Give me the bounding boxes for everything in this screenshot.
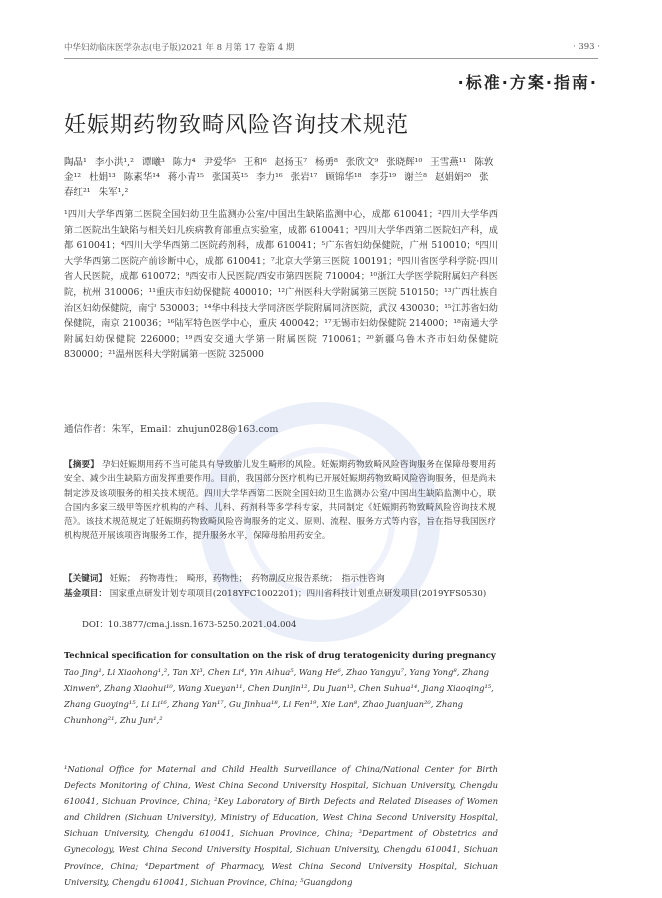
keywords-label: 【关键词】 xyxy=(64,574,107,584)
english-affiliations: ¹National Office for Maternal and Child Health Surveillance of China/National Center for Birth Defects Monitoring of China, West China Second University Hospital, Sichuan University, Chengdu 610041, Sichuan Province, China; ²Key Laboratory of Birth Defects and Related Diseases of Women and Children (Sichuan University), Ministry of Education, West China Second University Hospital, Sichuan University, Chengdu 610041, Sichuan Province, China; ³Department of Obstetrics and Gynecology, West China Second University Hospital, Sichuan University, Chengdu 610041, Sichuan Province, China; ⁴Department of Pharmacy, West China Second University Hospital, Sichuan University, Chengdu 610041, Sichuan Province, China; ⁵Guangdong xyxy=(64,764,498,887)
chinese-author-list xyxy=(64,155,494,200)
doi: DOI：10.3877/cma.j.issn.1673-5250.2021.04.004 xyxy=(82,620,297,630)
chinese-author-name: 张欣文⁹ xyxy=(345,157,379,168)
chinese-author-name: 陈力⁴ xyxy=(172,157,196,168)
funding-label: 基金项目： xyxy=(64,589,107,599)
chinese-author-name: 陶晶¹ xyxy=(64,157,87,168)
keywords xyxy=(64,572,496,584)
chinese-author-name: 谭曦³ xyxy=(141,157,165,168)
chinese-author-name: 李小洪¹,² xyxy=(94,157,134,168)
chinese-author-name: 杨勇⁸ xyxy=(315,157,338,168)
chinese-affiliations: ¹四川大学华西第二医院全国妇幼卫生监测办公室/中国出生缺陷监测中心，成都 610041；²四川大学华西第二医院出生缺陷与相关妇儿疾病教育部重点实验室，成都 610041；³四川大学华西第二医院妇产科，成都 610041；⁴四川大学华西第二医院药剂科，成都 610041；⁵广东省妇幼保健院，广州 510010；⁶四川大学华西第二医院产前诊断中心，成都 610041；⁷北京大学第三医院 100191；⁸四川省医学科学院·四川省人民医院，成都 610072；⁹西安市人民医院/西安市第四医院 710004；¹⁰浙江大学医学院附属妇产科医院，杭州 310006；¹¹重庆市妇幼保健院 400010；¹²广州医科大学附属第三医院 510150；¹³广西壮族自治区妇幼保健院，南宁 530003；¹⁴华中科技大学同济医学院附属同济医院，武汉 430030；¹⁵江苏省妇幼保健院，南京 210036；¹⁶陆军特色医学中心，重庆 400042；¹⁷无锡市妇幼保健院 214000；¹⁸南通大学附属妇幼保健院 226000；¹⁹西安交通大学第一附属医院 710061；²⁰新疆乌鲁木齐市妇幼保健院 830000；²¹温州医科大学附属第一医院 325000 xyxy=(64,209,498,361)
funding-text: 国家重点研发计划专项项目(2018YFC1002201)；四川省科技计划重点研发项目(2019YFS0530) xyxy=(109,589,487,599)
corresponding-author: 通信作者：朱军，Email：zhujun028@163.com xyxy=(64,424,279,435)
page-number: · 393 · xyxy=(572,42,600,52)
chinese-author-name: 尹爱华⁵ xyxy=(203,157,236,168)
chinese-author-name: 顾锦华¹⁸ xyxy=(325,172,362,183)
chinese-author-name: 谢兰⁸ xyxy=(404,172,427,183)
chinese-author-name: 赵娟娟²⁰ xyxy=(434,172,472,183)
chinese-author-name: 王雪燕¹¹ xyxy=(430,157,467,168)
header-rule xyxy=(64,58,598,59)
abstract xyxy=(64,458,496,544)
chinese-author-name: 陈素华¹⁴ xyxy=(123,172,160,183)
chinese-author-name: 赵扬玉⁷ xyxy=(274,157,308,168)
abstract-text: 孕妇妊娠期用药不当可能具有导致胎儿发生畸形的风险。妊娠期药物致畸风险咨询服务在保障母婴用药安全、减少出生缺陷方面发挥重要作用。目前，我国部分医疗机构已开展妊娠期药物致畸风险咨询服务，但是尚未制定涉及该项服务的相关技术规范。四川大学华西第二医院全国妇幼卫生监测办公室/中国出生缺陷监测中心，联合国内多家三级甲等医疗机构的产科、儿科、药剂科等多学科专家，共同制定《妊娠期药物致畸风险咨询技术规范》。该技术规范规定了妊娠期药物致畸风险咨询服务的定义、原则、流程、服务方式等内容，旨在指导我国医疗机构规范开展该项咨询服务工作，提升服务水平，保障母胎用药安全。 xyxy=(64,460,496,542)
chinese-author-name: 王和⁶ xyxy=(243,157,267,168)
journal-citation: 中华妇幼临床医学杂志(电子版)2021 年 8 月第 17 卷第 4 期 xyxy=(64,43,295,53)
abstract-label: 【摘要】 xyxy=(64,460,100,470)
english-title: Technical specification for consultation on the risk of drug teratogenicity during pregnancy xyxy=(64,650,496,660)
funding xyxy=(64,587,496,602)
chinese-author-name: 蒋小青¹⁵ xyxy=(167,172,204,183)
english-author-list: Tao Jing¹, Li Xiaohong¹,², Tan Xi³, Chen Li⁴, Yin Aihua⁵, Wang He⁶, Zhao Yangyu⁷, Yang Yong⁸, Zhang Xinwen⁹, Zhang Xiaohui¹⁰, Wang Xueyan¹¹, Chen Dunjin¹², Du Juan¹³, Chen Suhua¹⁴, Jiang Xiaoqing¹⁵, Zhang Guoying¹⁵, Li Li¹⁶, Zhang Yan¹⁷, Gu Jinhua¹⁸, Li Fen¹⁹, Xie Lan⁸, Zhao Juanjuan²⁰, Zhang Chunhong²¹, Zhu Jun¹,² xyxy=(64,667,494,725)
chinese-author-name: 陈敦金¹² xyxy=(64,157,494,183)
chinese-author-name: 李芬¹⁹ xyxy=(369,172,397,183)
keywords-text: 妊娠； 药物毒性； 畸形，药物性； 药物副反应报告系统； 指示性咨询 xyxy=(109,574,385,584)
chinese-author-name: 张晓辉¹⁰ xyxy=(386,157,423,168)
chinese-author-name: 张春红²¹ xyxy=(64,172,489,198)
running-head xyxy=(64,40,600,54)
section-label: ·标准·方案·指南· xyxy=(457,73,598,92)
chinese-author-name: 李力¹⁶ xyxy=(256,172,283,183)
chinese-author-name: 张国英¹⁵ xyxy=(212,172,249,183)
chinese-author-name: 张岩¹⁷ xyxy=(290,172,318,183)
chinese-author-name: 杜娟¹³ xyxy=(89,172,116,183)
chinese-author-name: 朱军¹,² xyxy=(98,187,129,198)
article-title: 妊娠期药物致畸风险咨询技术规范 xyxy=(64,113,410,138)
